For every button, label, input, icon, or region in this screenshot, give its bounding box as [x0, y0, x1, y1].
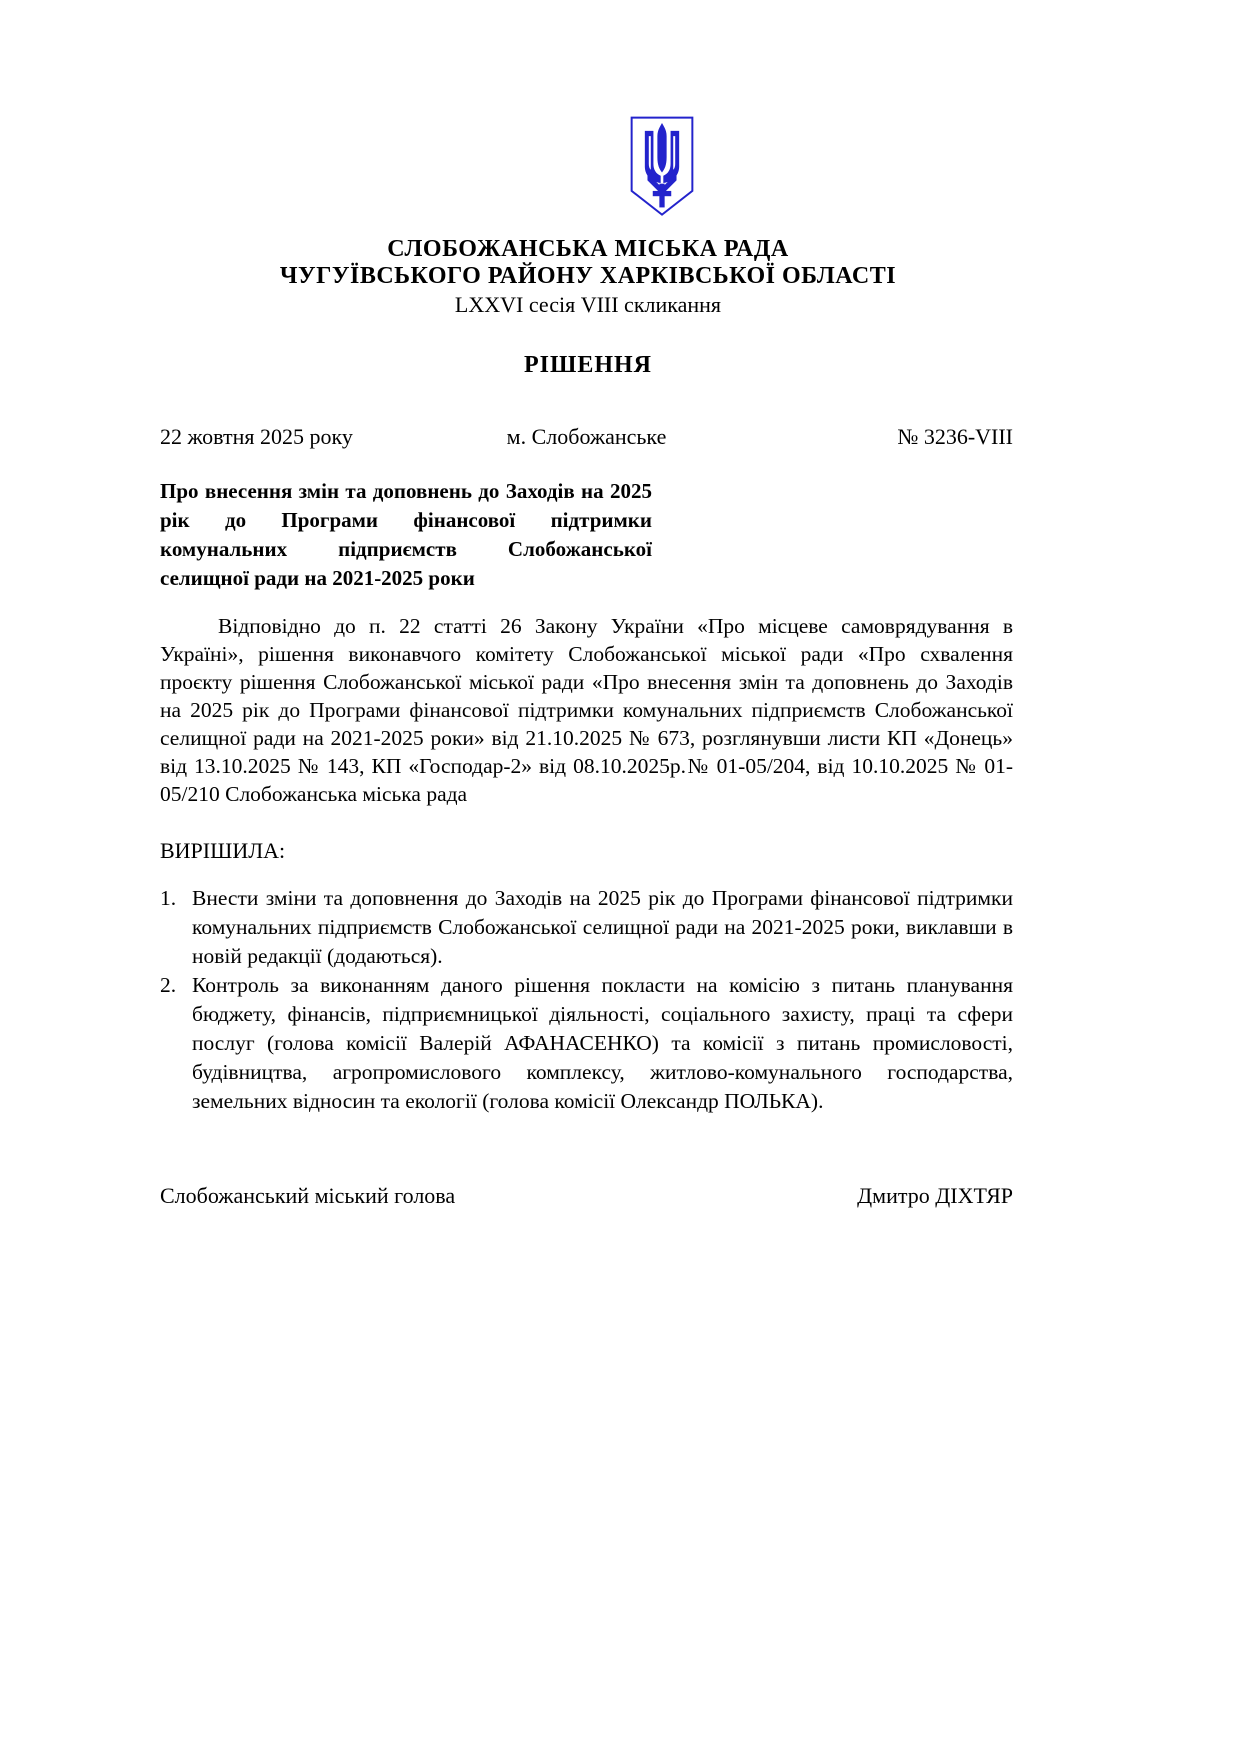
doc-preamble: Відповідно до п. 22 статті 26 Закону України «Про місцеве самоврядування в Україні», рішення виконавчого комітету Слобожанської міської ради «Про схвалення проєкту рішення Слобожанської міської ради «Про внесення змін та доповнень до Заходів на 2025 рік до Програми фінансової підтримки комунальних підприємств Слобожанської селищної ради на 2021-2025 роки» від 21.10.2025 № 673, розглянувши листи КП «Донець» від 13.10.2025 № 143, КП «Господар-2» від 08.10.2025р.№ 01-05/204, від 10.10.2025 № 01-05/210 Слобожанська міська рада [160, 614, 1013, 806]
document-header [160, 236, 1016, 318]
trident-glyph [645, 123, 679, 207]
signature-row [160, 1183, 1013, 1209]
tryzub-icon [629, 116, 695, 217]
signatory-title: Слобожанський міський голова [160, 1183, 456, 1208]
session-line: LXXVI сесія VIII скликання [454, 292, 722, 317]
doc-subject: Про внесення змін та доповнень до Заходів на 2025 рік до Програми фінансової підтримки комунальних підприємств Слобожанської селищної ради на 2021-2025 роки [160, 479, 652, 590]
item-number: 1. [160, 886, 177, 910]
item-text: Внести зміни та доповнення до Заходів на 2025 рік до Програми фінансової підтримки комунальних підприємств Слобожанської селищної ради на 2021-2025 роки, виклавши в новій редакції (додаються). [192, 886, 1013, 968]
doc-number: № 3236-VIII [897, 424, 1014, 449]
ukraine-tryzub-emblem [629, 116, 695, 217]
resolved-label: ВИРІШИЛА: [160, 838, 286, 863]
resolution-items [160, 884, 1013, 1116]
doc-type-title: РІШЕННЯ [523, 352, 653, 378]
list-item [160, 884, 1013, 971]
doc-date: 22 жовтня 2025 року [160, 424, 353, 449]
meta-row [160, 424, 1013, 450]
list-item [160, 971, 1013, 1116]
item-text: Контроль за виконанням даного рішення покласти на комісію з питань планування бюджету, фінансів, підприємницької діяльності, соціального захисту, праці та сфери послуг (голова комісії Валерій АФАНАСЕНКО) та комісії з питань промисловості, будівництва, агропромислового комплексу, житлово-комунального господарства, земельних відносин та екології (голова комісії Олександр ПОЛЬКА). [192, 973, 1013, 1113]
doc-place: м. Слобожанське [506, 424, 667, 449]
signatory-name: Дмитро ДІХТЯР [857, 1183, 1013, 1208]
item-number: 2. [160, 973, 177, 997]
org-name-line1: СЛОБОЖАНСЬКА МІСЬКА РАДА [387, 236, 789, 262]
org-name-line2: ЧУГУЇВСЬКОГО РАЙОНУ ХАРКІВСЬКОЇ ОБЛАСТІ [279, 263, 897, 289]
